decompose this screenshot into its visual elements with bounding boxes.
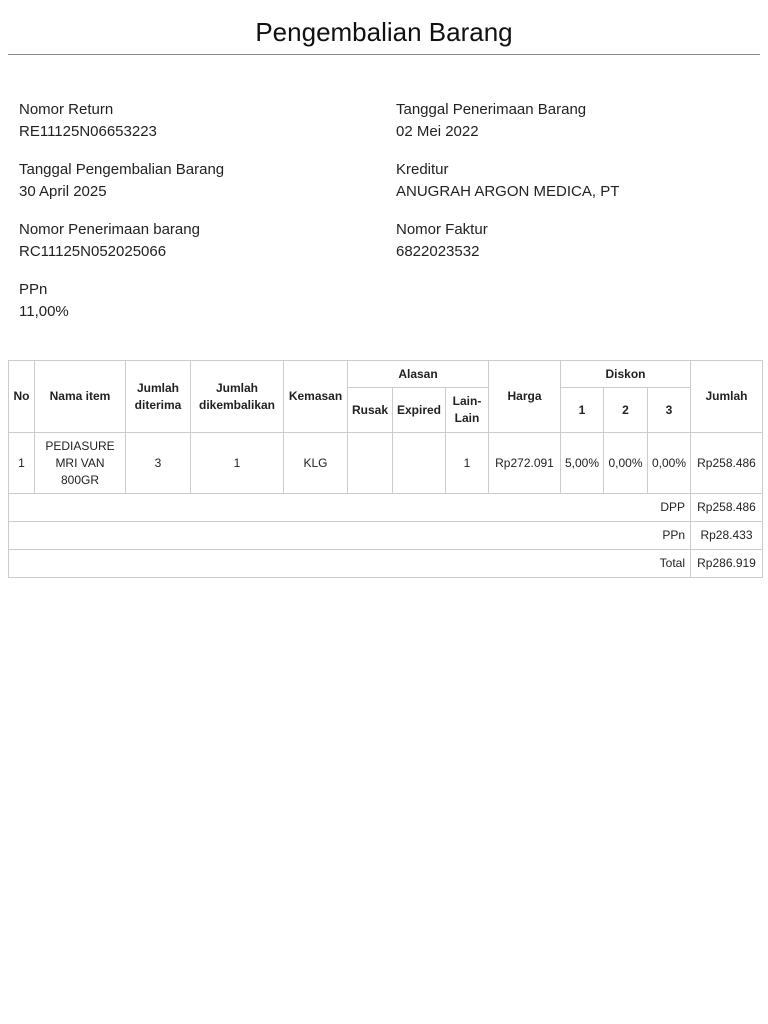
dpp-label: DPP [9, 494, 691, 522]
total-value: Rp286.919 [691, 550, 763, 578]
cell-jumlah-diterima: 3 [126, 433, 191, 494]
table-row [9, 433, 763, 494]
header-diskon-1: 1 [561, 388, 604, 433]
nomor-faktur-label: Nomor Faktur [396, 221, 488, 238]
tanggal-pengembalian-block [19, 159, 396, 203]
ppn-block [19, 279, 396, 323]
nomor-penerimaan-value: RC11125N052025066 [19, 243, 167, 260]
header-expired: Expired [393, 388, 446, 433]
cell-kemasan: KLG [284, 433, 348, 494]
cell-jumlah-dikembalikan: 1 [191, 433, 284, 494]
tanggal-pengembalian-value: 30 April 2025 [19, 183, 107, 200]
tanggal-pengembalian-label: Tanggal Pengembalian Barang [19, 161, 225, 178]
title-divider [8, 54, 760, 55]
header-rusak: Rusak [348, 388, 393, 433]
cell-diskon-3: 0,00% [648, 433, 691, 494]
summary-row-dpp [9, 494, 763, 522]
ppn-label: PPn [19, 281, 48, 298]
nomor-return-block [19, 99, 396, 143]
nomor-penerimaan-label: Nomor Penerimaan barang [19, 221, 200, 238]
ppn-value: 11,00% [19, 303, 69, 320]
header-diskon: Diskon [561, 361, 691, 388]
kreditur-value: ANUGRAH ARGON MEDICA, PT [396, 183, 620, 200]
cell-harga: Rp272.091 [489, 433, 561, 494]
header-diskon-2: 2 [604, 388, 648, 433]
nomor-faktur-value: 6822023532 [396, 243, 480, 260]
cell-expired [393, 433, 446, 494]
nomor-faktur-block [396, 219, 749, 263]
kreditur-label: Kreditur [396, 161, 449, 178]
tanggal-penerimaan-label: Tanggal Penerimaan Barang [396, 101, 587, 118]
return-items-table [8, 360, 763, 578]
cell-diskon-1: 5,00% [561, 433, 604, 494]
cell-diskon-2: 0,00% [604, 433, 648, 494]
cell-nama-item: PEDIASURE MRI VAN 800GR [35, 433, 126, 494]
header-diskon-3: 3 [648, 388, 691, 433]
cell-lain-lain: 1 [446, 433, 489, 494]
header-jumlah-diterima: Jumlah diterima [126, 361, 191, 433]
total-label: Total [9, 550, 691, 578]
cell-rusak [348, 433, 393, 494]
summary-row-total [9, 550, 763, 578]
summary-ppn-value: Rp28.433 [691, 522, 763, 550]
summary-row-ppn [9, 522, 763, 550]
cell-jumlah: Rp258.486 [691, 433, 763, 494]
header-harga: Harga [489, 361, 561, 433]
header-jumlah: Jumlah [691, 361, 763, 433]
header-no: No [9, 361, 35, 433]
summary-ppn-label: PPn [9, 522, 691, 550]
header-alasan: Alasan [348, 361, 489, 388]
header-kemasan: Kemasan [284, 361, 348, 433]
dpp-value: Rp258.486 [691, 494, 763, 522]
nomor-return-label: Nomor Return [19, 101, 114, 118]
tanggal-penerimaan-value: 02 Mei 2022 [396, 123, 479, 140]
page-title: Pengembalian Barang [255, 17, 513, 47]
return-info [0, 99, 768, 323]
nomor-return-value: RE11125N06653223 [19, 123, 157, 140]
kreditur-block [396, 159, 749, 203]
header-lain-lain: Lain-Lain [446, 388, 489, 433]
header-jumlah-dikembalikan: Jumlah dikembalikan [191, 361, 284, 433]
header-nama-item: Nama item [35, 361, 126, 433]
cell-no: 1 [9, 433, 35, 494]
tanggal-penerimaan-block [396, 99, 749, 143]
nomor-penerimaan-block [19, 219, 396, 263]
